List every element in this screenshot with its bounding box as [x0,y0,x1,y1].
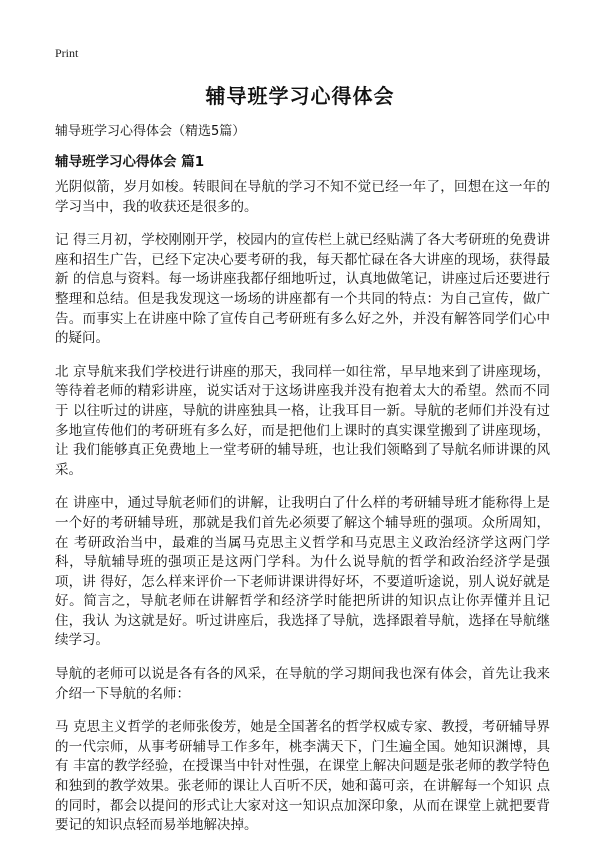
paragraph: 导航的老师可以说是各有各的风采，在导航的学习期间我也深有体会，首先让我来介绍一下导航的名师： [55,666,550,702]
article-body [55,178,550,850]
paragraph: 光阴似箭，岁月如梭。转眼间在导航的学习不知不觉已经一年了，回想在这一年的学习当中，我的收获还是很多的。 [55,179,550,215]
section-heading: 辅导班学习心得体会 篇1 [55,154,205,170]
print-label[interactable]: Print [55,46,79,60]
paragraph: 在 讲座中，通过导航老师们的讲解，让我明白了什么样的考研辅导班才能称得上是一个好的考研辅导班，那就是我们首先必须要了解这个辅导班的强项。众所周知，在 考研政治当中，最难的当属马克思主义哲学和马克思主义政治经济学这两门学科，导航辅导班的强项正是这两门学科。为什么说导航的哲学和政治经济学是强项，讲 得好，怎么样来评价一下老师讲课讲得好坏，不要道听途说，别人说好就是好。简言之，导航老师在讲解哲学和经济学时能把所讲的知识点让你弄懂并且记住，我认 为这就是好。听过讲座后，我选择了导航，选择跟着导航，选择在导航继续学习。 [55,495,550,649]
paragraph: 记 得三月初，学校刚刚开学，校园内的宣传栏上就已经贴满了各大考研班的免费讲座和招生广告，已经下定决心要考研的我，每天都忙碌在各大讲座的现场，获得最新 的信息与资料。每一场讲座我都仔细地听过，认真地做笔记，讲座过后还要进行整理和总结。但是我发现这一场场的讲座都有一个共同的特点：为自己宣传，做广 告。而事实上在讲座中除了宣传自己考研班有多么好之外，并没有解答同学们心中的疑问。 [55,232,550,347]
paragraph: 马 克思主义哲学的老师张俊芳，她是全国著名的哲学权威专家、教授，考研辅导界的一代宗师，从事考研辅导工作多年，桃李满天下，门生遍全国。她知识渊博，具有 丰富的教学经验，在授课当中针对性强，在课堂上解决问题是张老师的教学特色和独到的教学效果。张老师的课让人百听不厌，她和蔼可亲，在讲解每一个知识 点的同时，都会以提问的形式让大家对这一知识点加深印象，从而在课堂上就把要背要记的知识点轻而易举地解决掉。 [55,719,550,834]
paragraph: 北 京导航来我们学校进行讲座的那天，我同样一如往常，早早地来到了讲座现场，等待着老师的精彩讲座，说实话对于这场讲座我并没有抱着太大的希望。然而不同于 以往听过的讲座，导航的讲座独具一格，让我耳目一新。导航的老师们并没有过多地宣传他们的考研班有多么好，而是把他们上课时的真实课堂搬到了讲座现场，让 我们能够真正免费地上一堂考研的辅导班，也让我们领略到了导航名师讲课的风采。 [55,363,550,478]
document-subtitle: 辅导班学习心得体会（精选5篇） [55,124,246,139]
page-title: 辅导班学习心得体会 [205,84,395,108]
